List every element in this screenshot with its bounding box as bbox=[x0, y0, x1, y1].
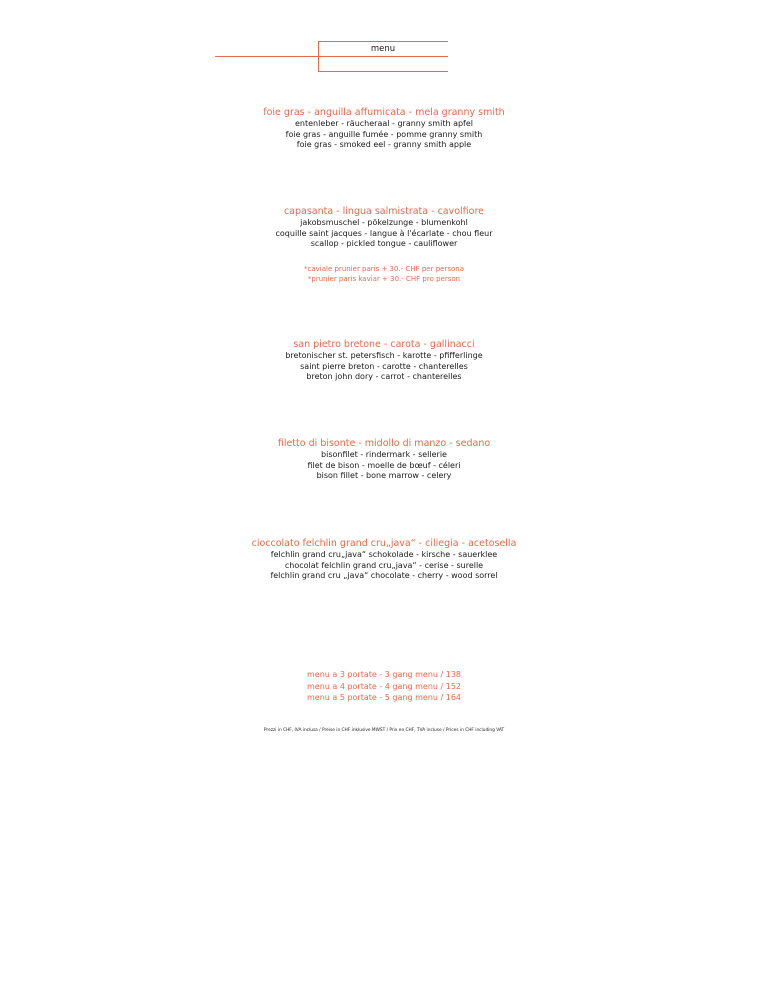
course-german: bisonfilet - rindermark - sellerie bbox=[321, 450, 447, 459]
vat-footnote: Prezzi in CHF, IVA inclusa / Preise in CHF inklusive MWST / Prix en CHF, TVA incluse / Prices in CHF including VAT bbox=[263, 728, 505, 733]
caviar-note-german: *prunier paris kaviar + 30.- CHF pro person bbox=[307, 274, 461, 283]
course-german: felchlin grand cru„java“ schokolade - kirsche - sauerklee bbox=[270, 550, 498, 559]
course-french: filet de bison - moelle de bœuf - céleri bbox=[307, 460, 461, 470]
course-italian: foie gras - anguilla affumicata - mela granny smith bbox=[263, 107, 505, 118]
course-2 bbox=[0, 206, 768, 250]
course-french: coquille saint jacques - langue à l'écarlate - chou fleur bbox=[275, 228, 493, 238]
course-italian: capasanta - lingua salmistrata - cavolfiore bbox=[283, 206, 485, 217]
caviar-note-italian: *caviale prunier paris + 30.- CHF per persona bbox=[304, 265, 464, 273]
course-italian: filetto di bisonte - midollo di manzo - sedano bbox=[277, 438, 491, 449]
course-3 bbox=[0, 339, 768, 383]
course-english: felchlin grand cru „java“ chocolate - cherry - wood sorrel bbox=[270, 571, 498, 580]
course-italian: san pietro bretone - carota - gallinacci bbox=[293, 339, 475, 350]
caviar-note bbox=[0, 265, 768, 284]
price-5-courses: menu a 5 portate - 5 gang menu / 164 bbox=[306, 693, 462, 702]
course-french: saint pierre breton - carotte - chanterelles bbox=[300, 361, 468, 371]
course-english: breton john dory - carrot - chanterelles bbox=[306, 372, 462, 381]
course-1 bbox=[0, 107, 768, 151]
course-french: foie gras - anguille fumée - pomme granny smith bbox=[285, 129, 483, 139]
course-german: entenleber - räucheraal - granny smith apfel bbox=[294, 119, 474, 128]
course-5 bbox=[0, 538, 768, 582]
course-german: bretonischer st. petersfisch - karotte - pfifferlinge bbox=[285, 351, 483, 360]
course-english: bison fillet - bone marrow - celery bbox=[316, 471, 452, 480]
header-rule-bottom bbox=[318, 71, 448, 72]
price-4-courses: menu a 4 portate - 4 gang menu / 152 bbox=[306, 681, 462, 691]
menu-title: menu bbox=[370, 44, 396, 54]
course-english: scallop - pickled tongue - cauliflower bbox=[310, 239, 458, 248]
price-3-courses: menu a 3 portate - 3 gang menu / 138 bbox=[306, 670, 462, 679]
course-4 bbox=[0, 438, 768, 482]
header-rule-middle bbox=[215, 56, 448, 57]
course-german: jakobsmuschel - pökelzunge - blumenkohl bbox=[300, 218, 468, 227]
course-french: chocolat felchlin grand cru„java“ - cerise - surelle bbox=[284, 560, 484, 570]
price-list bbox=[0, 669, 768, 704]
course-italian: cioccolato felchlin grand cru„java“ - ciliegia - acetosella bbox=[251, 538, 517, 549]
course-english: foie gras - smoked eel - granny smith apple bbox=[296, 140, 472, 149]
